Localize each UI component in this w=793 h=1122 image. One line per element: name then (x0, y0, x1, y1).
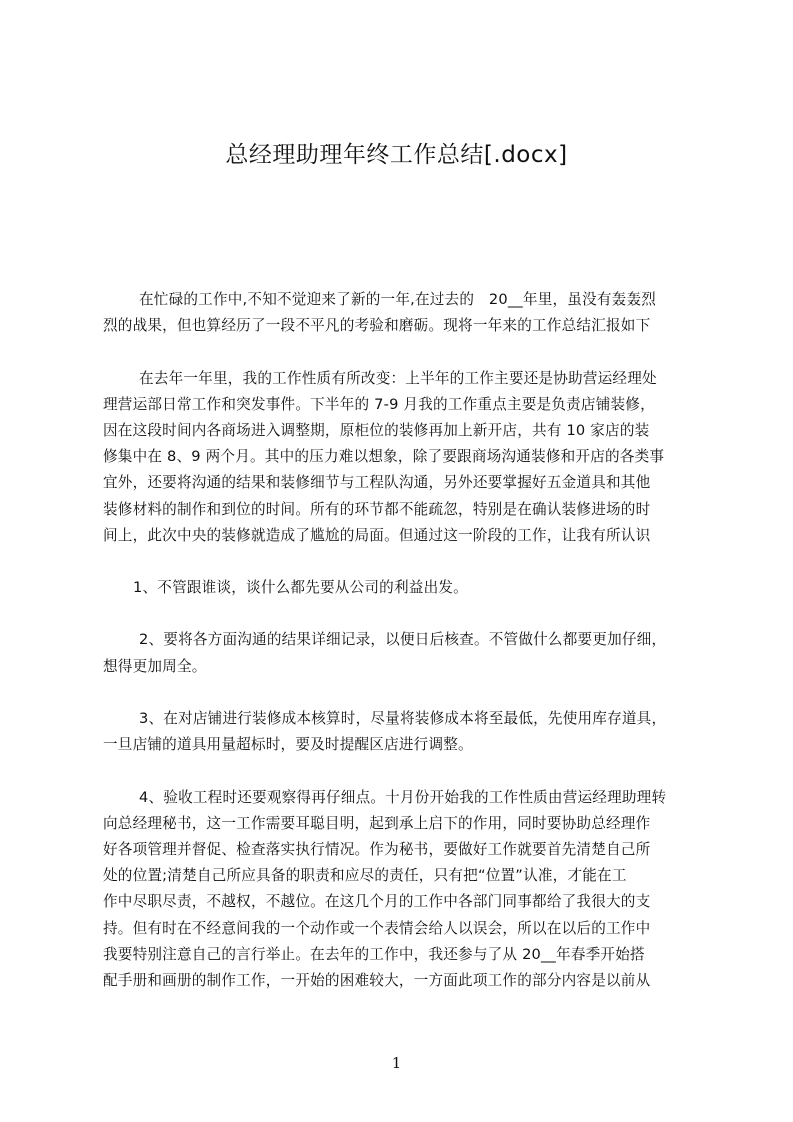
text-line: 在去年一年里，我的工作性质有所改变：上半年的工作主要还是协助营运经理处 (139, 369, 657, 387)
text-line: 烈的战果，但也算经历了一段不平凡的考验和磨砺。现将一年来的工作总结汇报如下 (103, 317, 651, 335)
text-line: 配手册和画册的制作工作，一开始的困难较大，一方面此项工作的部分内容是以前从 (103, 971, 651, 989)
paragraph-1 (103, 287, 699, 339)
document-title: 总经理助理年终工作总结[.docx] (225, 142, 568, 168)
text-line: 想得更加周全。 (103, 657, 207, 675)
paragraph-3 (103, 575, 699, 601)
text-line: 作中尽职尽责，不越权，不越位。在这几个月的工作中各部门同事都给了我很大的支 (103, 893, 651, 911)
document-body (103, 287, 699, 994)
text-line: 2、要将各方面沟通的结果详细记录，以便日后核查。不管做什么都要更加仔细， (139, 631, 667, 649)
paragraph-5 (103, 706, 699, 758)
text-line: 装修材料的制作和到位的时间。所有的环节都不能疏忽，特别是在确认装修进场的时 (103, 500, 651, 518)
text-line: 宜外，还要将沟通的结果和装修细节与工程队沟通，另外还要掌握好五金道具和其他 (103, 474, 651, 492)
page-number: 1 (391, 1054, 402, 1072)
text-line: 一旦店铺的道具用量超标时，要及时提醒区店进行调整。 (103, 736, 473, 754)
text-line: 间上，此次中央的装修就造成了尴尬的局面。但通过这一阶段的工作，让我有所认识 (103, 526, 651, 544)
paragraph-4 (103, 627, 699, 679)
text-line: 修集中在 8、9 两个月。其中的压力难以想象，除了要跟商场沟通装修和开店的各类事 (103, 448, 665, 466)
text-line: 向总经理秘书，这一工作需要耳聪目明，起到承上启下的作用，同时要协助总经理作 (103, 814, 651, 832)
text-line: 持。但有时在不经意间我的一个动作或一个表情会给人以误会，所以在以后的工作中 (103, 919, 651, 937)
text-line: 3、在对店铺进行装修成本核算时，尽量将装修成本将至最低，先使用库存道具， (139, 710, 667, 727)
text-line: 在忙碌的工作中,不知不觉迎来了新的一年,在过去的 20__年里，虽没有轰轰烈 (139, 291, 657, 308)
text-line: 我要特别注意自己的言行举止。在去年的工作中，我还参与了从 20__年春季开始搭 (103, 945, 645, 963)
paragraph-2 (103, 366, 699, 549)
text-line: 因在这段时间内各商场进入调整期，原柜位的装修再加上新开店，共有 10 家店的装 (103, 421, 650, 439)
text-line: 理营运部日常工作和突发事件。下半年的 7-9 月我的工作重点主要是负责店铺装修， (103, 395, 655, 413)
text-line: 处的位置;清楚自己所应具备的职责和应尽的责任，只有把“位置”认准，才能在工 (103, 867, 627, 885)
text-line: 1、不管跟谁谈，谈什么都先要从公司的利益出发。 (133, 579, 468, 597)
paragraph-6 (103, 785, 699, 995)
text-line: 好各项管理并督促、检查落实执行情况。作为秘书，要做好工作就要首先清楚自己所 (103, 840, 651, 858)
text-line: 4、验收工程时还要观察得再仔细点。十月份开始我的工作性质由营运经理助理转 (139, 788, 667, 806)
